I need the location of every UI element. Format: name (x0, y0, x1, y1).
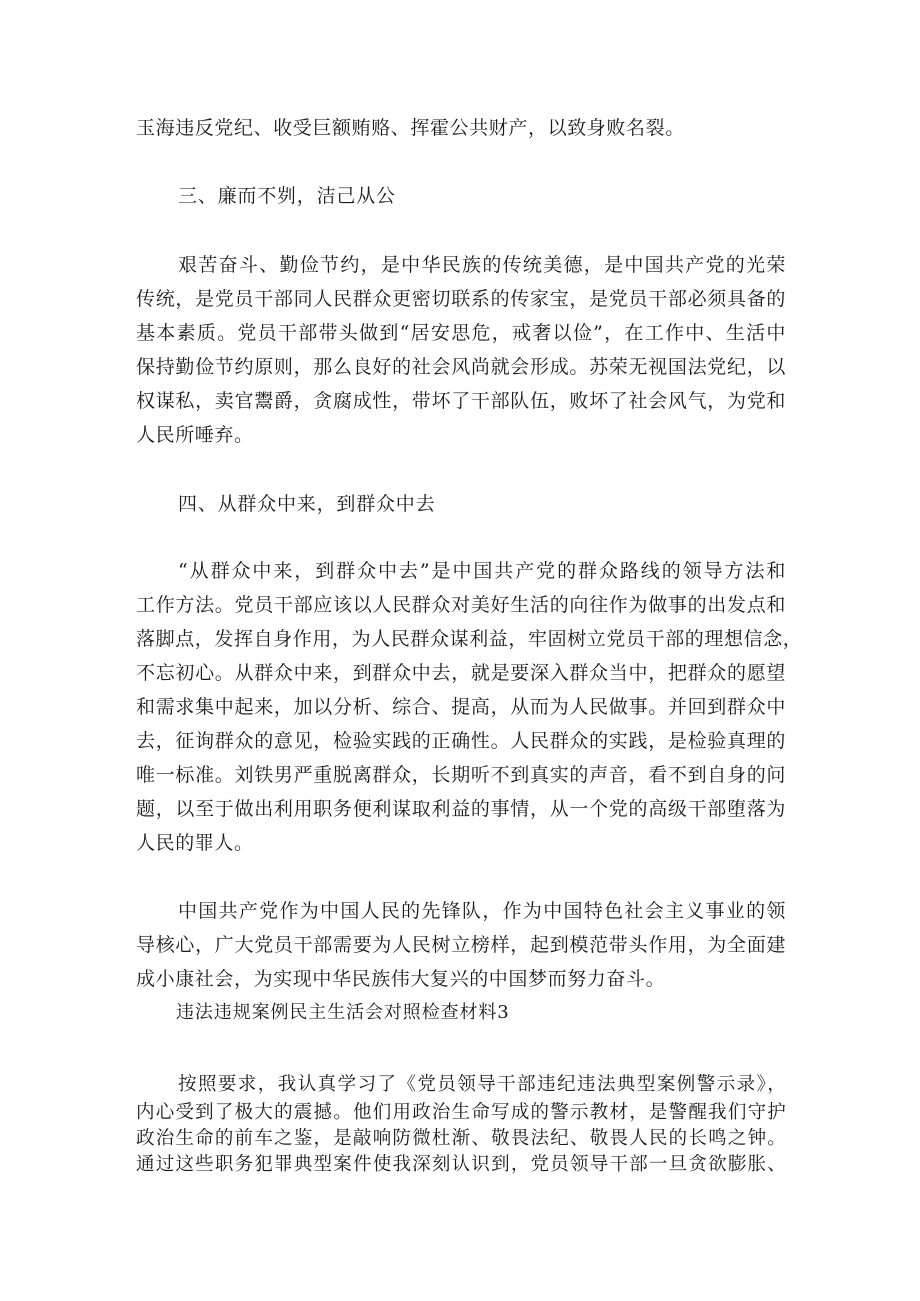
paragraph-line: 人民的罪人。 (136, 832, 254, 854)
paragraph-line: 保持勤俭节约原则，那么良好的社会风尚就会形成。苏荣无视国法党纪，以 (136, 356, 786, 378)
paragraph-line: 玉海违反党纪、收受巨额贿赂、挥霍公共财产，以致身败名裂。 (136, 117, 685, 139)
paragraph-line: 题，以至于做出利用职务便利谋取利益的事情，从一个党的高级干部堕落为 (136, 798, 786, 820)
paragraph-line: 按照要求，我认真学习了《党员领导干部违纪违法典型案例警示录》， (178, 1074, 786, 1095)
paragraph-line: 内心受到了极大的震撼。他们用政治生命写成的警示教材，是警醒我们守护 (136, 1102, 786, 1123)
paragraph-line: 中国共产党作为中国人民的先锋队，作为中国特色社会主义事业的领 (178, 900, 786, 922)
paragraph-line: 去，征询群众的意见，检验实践的正确性。人民群众的实践，是检验真理的 (136, 730, 786, 752)
paragraph-line: 艰苦奋斗、勤俭节约，是中华民族的传统美德，是中国共产党的光荣 (178, 254, 786, 276)
section-heading-3: 三、廉而不刿，洁己从公 (178, 185, 396, 207)
paragraph-line: 唯一标准。刘铁男严重脱离群众，长期听不到真实的声音，看不到自身的问 (136, 764, 786, 786)
paragraph-line: 落脚点，发挥自身作用，为人民群众谋利益，牢固树立党员干部的理想信念， (136, 628, 803, 650)
paragraph-line: 通过这些职务犯罪典型案件使我深刻认识到，党员领导干部一旦贪欲膨胀、 (136, 1154, 786, 1175)
paragraph-line: 传统，是党员干部同人民群众更密切联系的传家宝，是党员干部必须具备的 (136, 288, 786, 310)
paragraph-line: 人民所唾弃。 (136, 424, 254, 446)
paragraph-line: 工作方法。党员干部应该以人民群众对美好生活的向往作为做事的出发点和 (136, 594, 786, 616)
paragraph-line: 导核心，广大党员干部需要为人民树立榜样，起到模范带头作用，为全面建 (136, 934, 786, 956)
paragraph-line: 基本素质。党员干部带头做到“居安思危，戒奢以俭”，在工作中、生活中 (136, 322, 786, 344)
material-title: 违法违规案例民主生活会对照检查材料3 (176, 1002, 510, 1023)
paragraph-line: 和需求集中起来，加以分析、综合、提高，从而为人民做事。并回到群众中 (136, 696, 786, 718)
paragraph-line: 政治生命的前车之鉴，是敲响防微杜渐、敬畏法纪、敬畏人民的长鸣之钟。 (136, 1128, 786, 1149)
paragraph-line: 不忘初心。从群众中来，到群众中去，就是要深入群众当中，把群众的愿望 (136, 662, 786, 684)
paragraph-line: 权谋私，卖官鬻爵，贪腐成性，带坏了干部队伍，败坏了社会风气，为党和 (136, 390, 786, 412)
paragraph-line: “从群众中来，到群众中去”是中国共产党的群众路线的领导方法和 (178, 560, 786, 582)
paragraph-line: 成小康社会，为实现中华民族伟大复兴的中国梦而努力奋斗。 (136, 968, 666, 990)
section-heading-4: 四、从群众中来，到群众中去 (178, 493, 436, 515)
